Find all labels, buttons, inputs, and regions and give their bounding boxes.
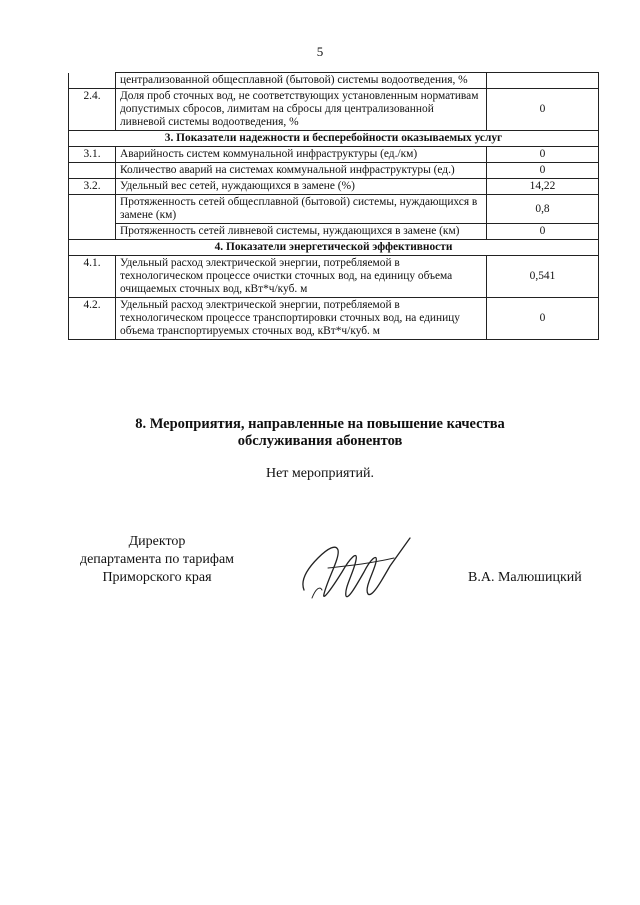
indicators-table-body [69, 73, 599, 340]
indicator-name: Аварийность систем коммунальной инфраструктуры (ед./км) [116, 147, 487, 163]
indicator-name: Количество аварий на системах коммунальной инфраструктуры (ед.) [116, 163, 487, 179]
table-row [69, 163, 599, 179]
indicator-value: 0 [487, 224, 599, 240]
signer-title-line-1: Директор [128, 534, 186, 549]
row-number [69, 224, 116, 240]
section-8-heading-line-1: 8. Мероприятия, направленные на повышение качества [135, 416, 505, 432]
table-section-row [69, 240, 599, 256]
indicator-name: Удельный расход электрической энергии, потребляемой в технологическом процессе очистки сточных вод, на единицу объема очищаемых сточных вод, кВт*ч/куб. м [116, 256, 487, 298]
row-number: 4.1. [69, 256, 116, 298]
indicators-table [68, 72, 599, 340]
section-title: 3. Показатели надежности и бесперебойности оказываемых услуг [69, 131, 599, 147]
table-row [69, 256, 599, 298]
table-row [69, 73, 599, 89]
no-activities-note: Нет мероприятий. [265, 466, 375, 481]
indicator-value: 0,541 [487, 256, 599, 298]
indicator-name: Протяженность сетей общесплавной (бытовой) системы, нуждающихся в замене (км) [116, 195, 487, 224]
row-number: 3.2. [69, 179, 116, 195]
signer-title-line-3: Приморского края [102, 570, 212, 585]
row-number: 4.2. [69, 298, 116, 340]
indicator-value: 14,22 [487, 179, 599, 195]
section-8-heading [0, 416, 640, 450]
indicator-value: 0 [487, 89, 599, 131]
row-number [69, 195, 116, 224]
table-row [69, 89, 599, 131]
section-8-heading-line-2: обслуживания абонентов [237, 433, 403, 449]
signer-title [64, 533, 250, 587]
indicator-name: Протяженность сетей ливневой системы, нуждающихся в замене (км) [116, 224, 487, 240]
table-row [69, 298, 599, 340]
table-row [69, 179, 599, 195]
row-number [69, 73, 116, 89]
indicator-name: централизованной общесплавной (бытовой) системы водоотведения, % [116, 73, 487, 89]
indicator-name: Удельный расход электрической энергии, потребляемой в технологическом процессе транспортировки сточных вод, на единицу объема транспортируемых сточных вод, кВт*ч/куб. м [116, 298, 487, 340]
table-row [69, 147, 599, 163]
section-title: 4. Показатели энергетической эффективности [69, 240, 599, 256]
row-number [69, 163, 116, 179]
page-number: 5 [316, 44, 324, 59]
signer-name: В.А. Малюшицкий [468, 570, 582, 585]
table-row [69, 224, 599, 240]
table-row [69, 195, 599, 224]
row-number: 2.4. [69, 89, 116, 131]
signer-title-line-2: департамента по тарифам [79, 552, 235, 567]
table-section-row [69, 131, 599, 147]
indicator-value [487, 73, 599, 89]
indicator-value: 0 [487, 298, 599, 340]
handwritten-signature [298, 528, 416, 604]
indicator-value: 0 [487, 147, 599, 163]
indicator-value: 0 [487, 163, 599, 179]
indicator-name: Доля проб сточных вод, не соответствующих установленным нормативам допустимых сбросов, лимитам на сбросы для централизованной ливневой системы водоотведения, % [116, 89, 487, 131]
indicator-name: Удельный вес сетей, нуждающихся в замене (%) [116, 179, 487, 195]
row-number: 3.1. [69, 147, 116, 163]
indicator-value: 0,8 [487, 195, 599, 224]
